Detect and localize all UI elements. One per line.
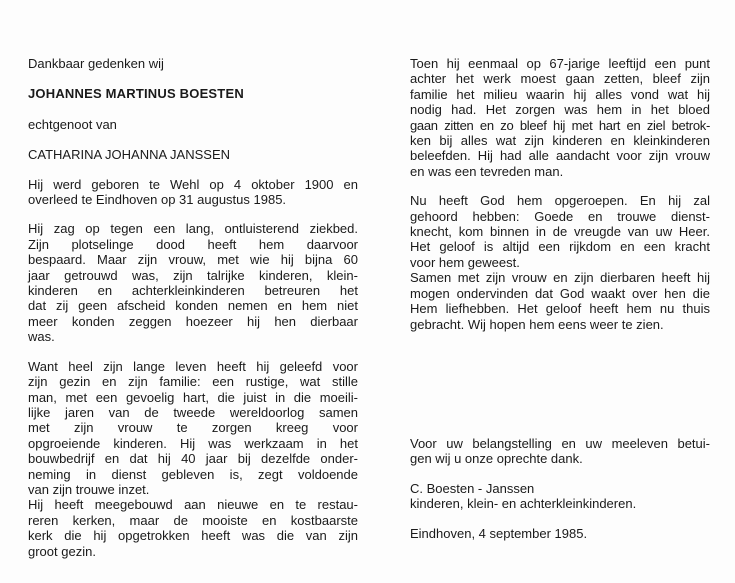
text-line: gehoord hebben: Goede en trouwe dienst- xyxy=(410,208,710,224)
text-line: Samen met zijn vrouw en zijn dierbaren heeft hij xyxy=(410,270,710,286)
text-line: reren kerken, maar de mooiste en kostbaarste xyxy=(28,512,358,528)
text-line: achter het werk moest gaan zetten, bleef zijn xyxy=(410,71,710,87)
text-line: van zijn trouwe inzet. xyxy=(28,481,150,497)
text-line: Want heel zijn lange leven heeft hij geleefd voor xyxy=(28,358,358,374)
text-line: Het geloof is altijd een rijkdom en een kracht xyxy=(410,239,710,255)
text-line: was. xyxy=(28,329,55,345)
text-line: mogen ondervinden dat God waakt over hen die xyxy=(410,285,710,301)
text-line: groot gezin. xyxy=(28,543,96,559)
text-line: Zijn plotselinge dood heeft hem daarvoor xyxy=(28,236,358,252)
paragraph-faith xyxy=(410,193,710,332)
text-line: meer konden zeggen hoezeer hij hen dierbaar xyxy=(28,313,358,329)
text-line: nodig had. Het zorgen was hem in het bloed xyxy=(410,102,710,118)
text-line: beleefden. Hij had alle aandacht voor zijn vrouw xyxy=(410,148,710,164)
text-line: lijke jaren van de tweede wereldoorlog samen xyxy=(28,404,358,420)
text-line: Nu heeft God hem opgeroepen. En hij zal xyxy=(410,193,710,209)
text-line: opgroeiende kinderen. Hij was werkzaam in het xyxy=(28,435,358,451)
text-line: voor hem geweest. xyxy=(410,254,520,270)
place-date: Eindhoven, 4 september 1985. xyxy=(410,525,588,541)
text-line: kinderen en achterkleinkinderen betreuren het xyxy=(28,283,358,299)
text-line: man, met een gevoelig hart, die juist in die moeili- xyxy=(28,389,358,405)
text-line: Hij zag op tegen een lang, ontluisterend ziekbed. xyxy=(28,221,358,237)
left-column xyxy=(28,0,358,559)
signature: C. Boesten - Janssen xyxy=(410,480,535,496)
paragraph-retirement xyxy=(410,56,710,179)
spouse-name: CATHARINA JOHANNA JANSSEN xyxy=(28,147,231,163)
text-line: gen wij u onze oprechte dank. xyxy=(410,451,583,467)
text-line: jaar getrouwd was, zijn talrijke kinderen, klein- xyxy=(28,267,358,283)
text-line: gaan zitten en zo bleef hij met hart en ziel betrok- xyxy=(410,117,710,133)
text-line: ken bij alles wat zijn kinderen en kleinkinderen xyxy=(410,133,710,149)
text-line: gebracht. Wij hopen hem eens weer te zien. xyxy=(410,316,664,332)
text-line: zijn gezin en zijn familie: een rustige, wat stille xyxy=(28,374,358,390)
paragraph-illness xyxy=(28,221,358,344)
text-line: bespaard. Maar zijn vrouw, met wie hij bijna 60 xyxy=(28,252,358,268)
family-line: kinderen, klein- en achterkleinkinderen. xyxy=(410,496,637,512)
text-line: Voor uw belangstelling en uw meeleven betui- xyxy=(410,435,710,451)
text-line: bouwbedrijf en dat hij 40 jaar bij dezelfde onder- xyxy=(28,451,358,467)
paragraph-churches xyxy=(28,497,358,559)
intro-text: Dankbaar gedenken wij xyxy=(28,56,164,71)
thanks-paragraph xyxy=(410,436,710,467)
right-column xyxy=(410,0,710,541)
relation-text: echtgenoot van xyxy=(28,116,117,132)
text-line: Hij werd geboren te Wehl op 4 oktober 1900 en xyxy=(28,176,358,192)
paragraph-birth-death xyxy=(28,177,358,208)
text-line: knecht, kom binnen in de vreugde van uw Heer. xyxy=(410,224,710,240)
paragraph-life xyxy=(28,359,358,498)
text-line: neming in dienst gebleven is, zegt voldoende xyxy=(28,466,358,482)
text-line: Toen hij eenmaal op 67-jarige leeftijd een punt xyxy=(410,56,710,71)
deceased-name: JOHANNES MARTINUS BOESTEN xyxy=(28,86,244,102)
text-line: met zijn vrouw te zorgen kreeg voor xyxy=(28,420,358,436)
text-line: dat zij geen afscheid konden nemen en hem niet xyxy=(28,298,358,314)
text-line: kerk die hij opgetrokken heeft was die van zijn xyxy=(28,528,358,544)
text-line: Hij heeft meegebouwd aan nieuwe en te restau- xyxy=(28,497,358,513)
text-line: overleed te Eindhoven op 31 augustus 1985. xyxy=(28,192,287,208)
text-line: Hem liefhebben. Het geloof heeft hem nu thuis xyxy=(410,301,710,317)
text-line: familie het milieu waarin hij alles vond wat hij xyxy=(410,86,710,102)
text-line: en was een tevreden man. xyxy=(410,163,564,179)
